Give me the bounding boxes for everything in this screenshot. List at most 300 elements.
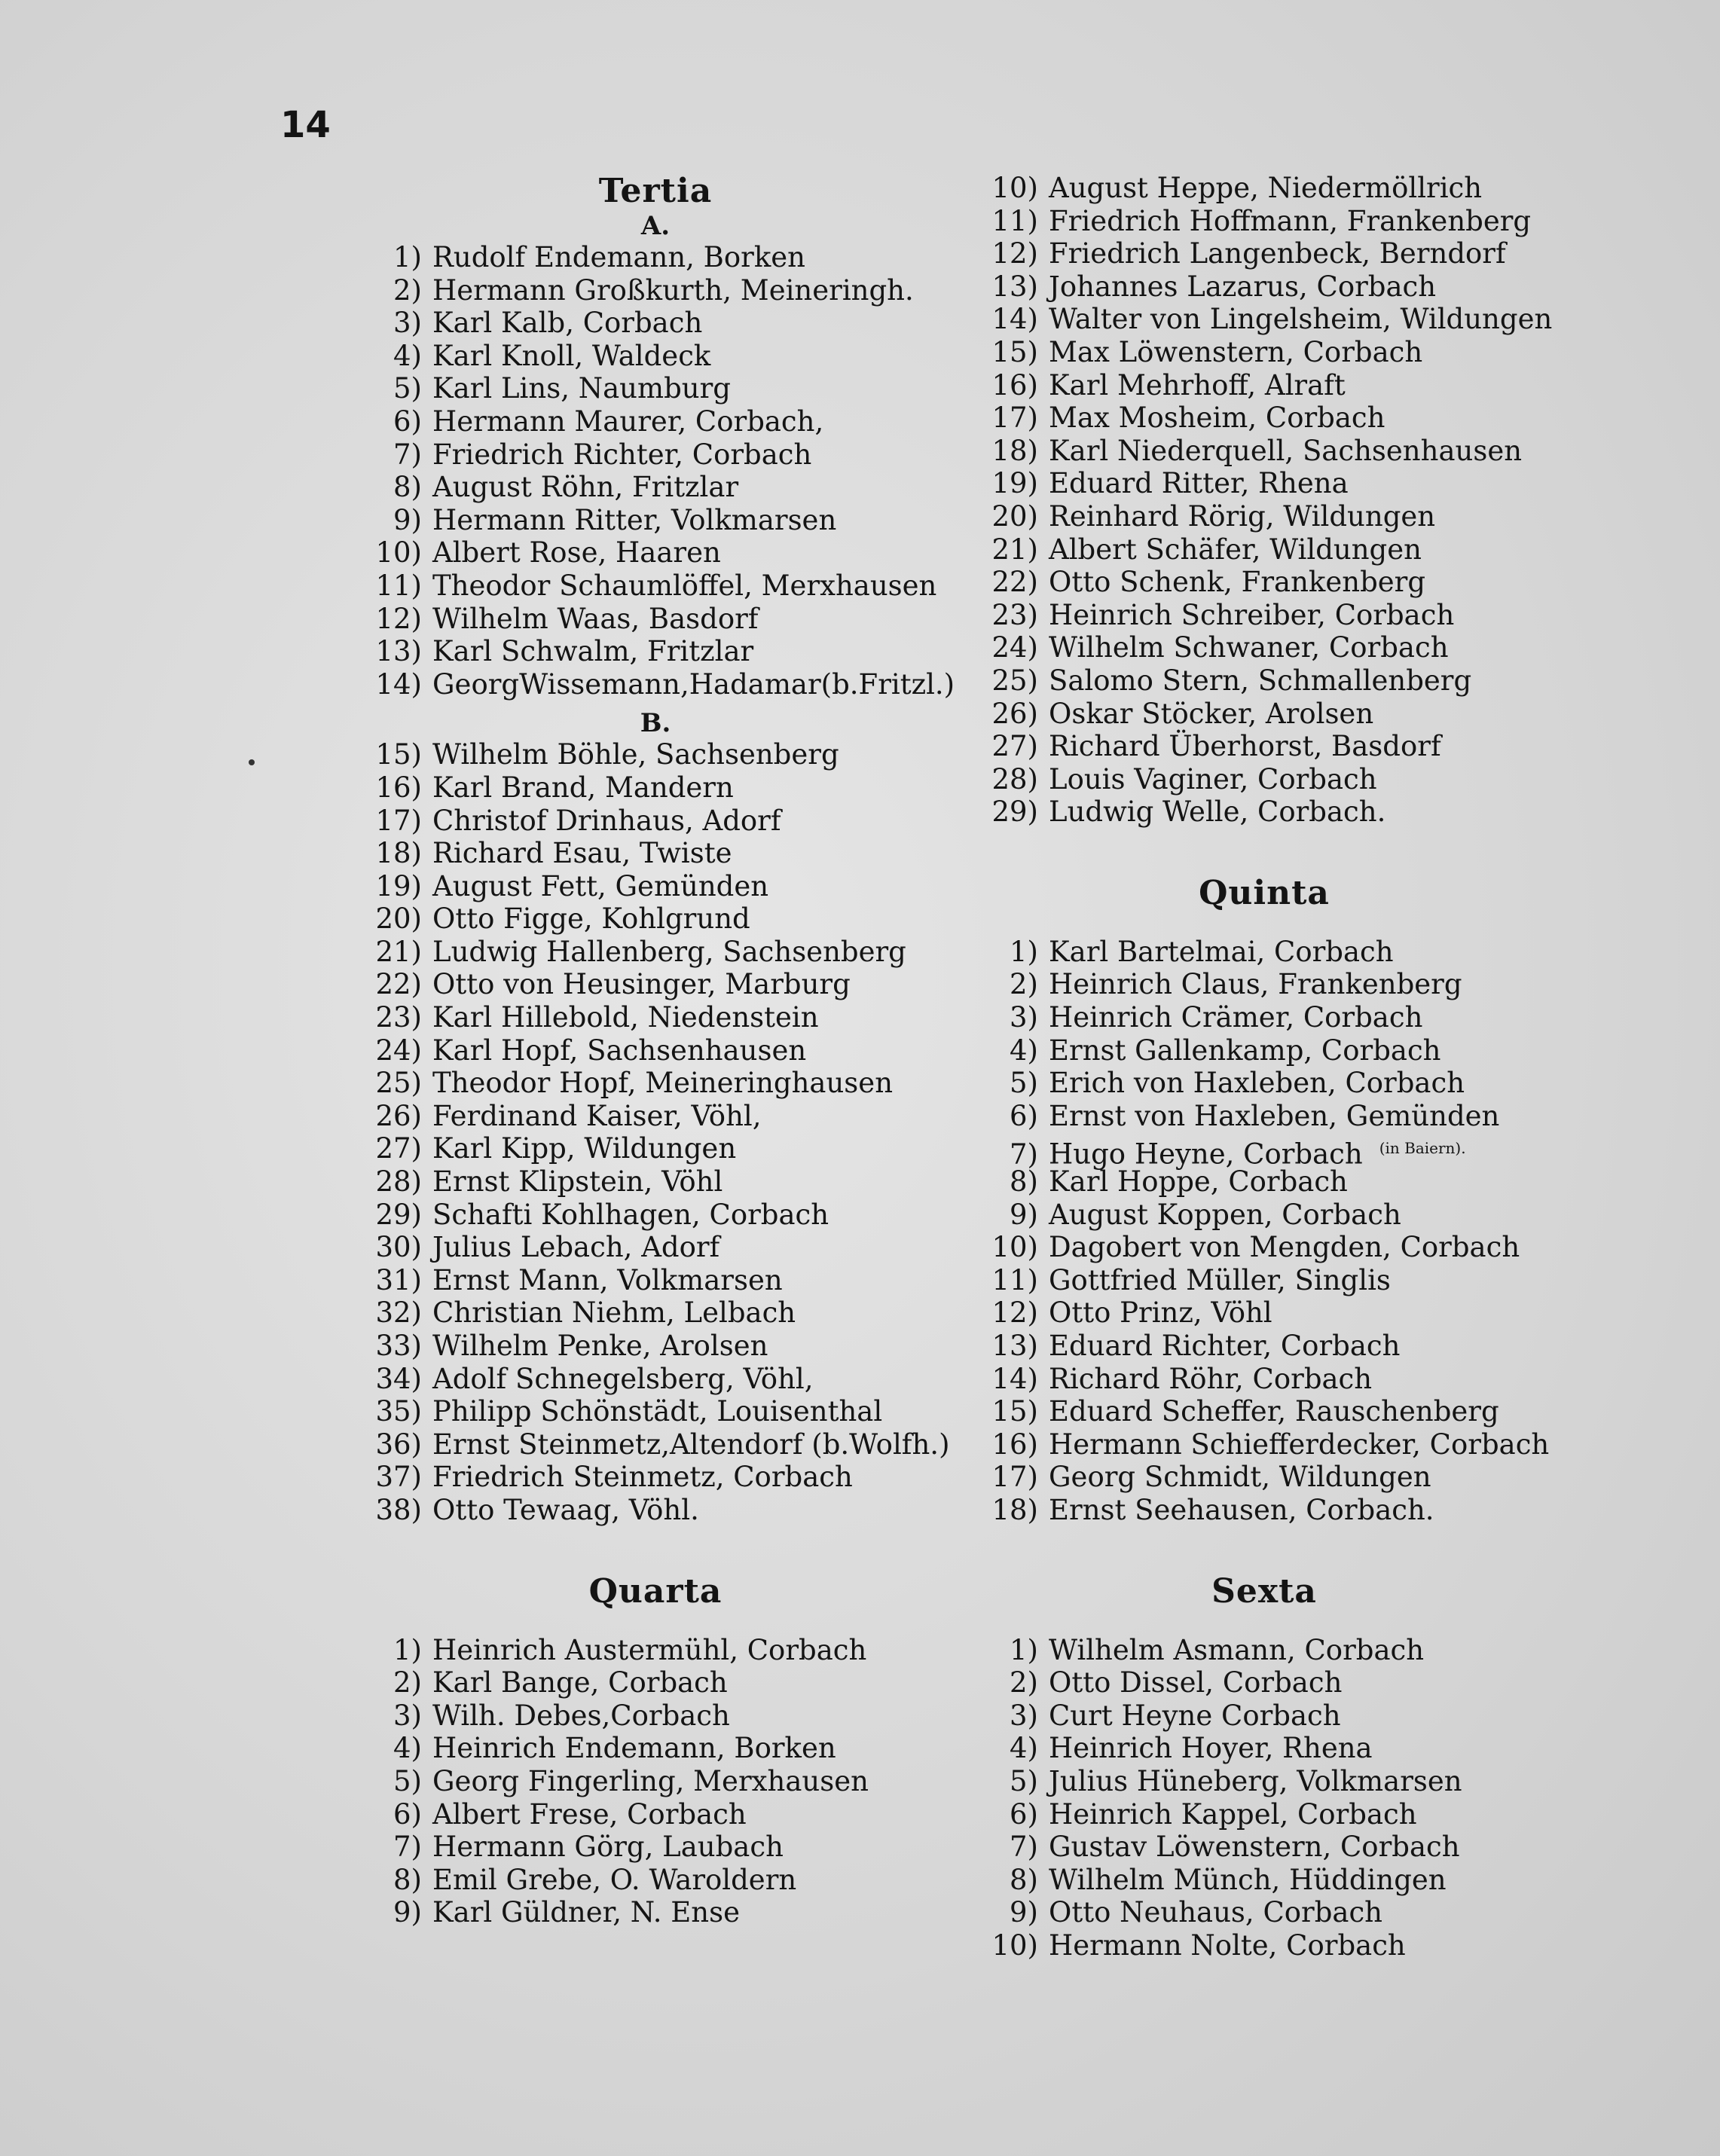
entry-number: 2) bbox=[393, 273, 422, 307]
entry-number: 27) bbox=[991, 730, 1038, 763]
entry-number: 37) bbox=[375, 1461, 422, 1494]
entry-name: Karl Bartelmai, Corbach bbox=[1049, 935, 1394, 968]
entry-name: Louis Vaginer, Corbach bbox=[1049, 762, 1377, 796]
list-item bbox=[354, 738, 957, 771]
entry-name: Reinhard Rörig, Wildungen bbox=[1049, 499, 1436, 533]
entry-number: 23) bbox=[375, 1001, 422, 1034]
entry-number: 7) bbox=[393, 1831, 422, 1864]
list-item bbox=[354, 635, 957, 668]
entry-name: Ernst Mann, Volkmarsen bbox=[432, 1263, 783, 1296]
entry-name: Wilhelm Penke, Arolsen bbox=[432, 1330, 768, 1362]
page-number: 14 bbox=[280, 104, 331, 146]
list-item bbox=[354, 1765, 957, 1798]
entry-number: 13) bbox=[991, 1330, 1038, 1362]
entry-number: 25) bbox=[991, 664, 1038, 697]
entry-number: 36) bbox=[375, 1428, 422, 1461]
entry-name: August Koppen, Corbach bbox=[1049, 1198, 1401, 1231]
list-item bbox=[354, 1634, 957, 1667]
entry-number: 11) bbox=[991, 204, 1038, 237]
list-item bbox=[354, 1666, 957, 1699]
entry-number: 19) bbox=[375, 869, 422, 902]
list-item bbox=[970, 1067, 1558, 1100]
list-item bbox=[970, 1100, 1558, 1133]
list-item bbox=[970, 796, 1558, 829]
entry-name: August Heppe, Niedermöllrich bbox=[1049, 172, 1483, 204]
entry-number: 16) bbox=[991, 1428, 1038, 1461]
entry-number: 9) bbox=[393, 1896, 422, 1929]
list-item bbox=[354, 936, 957, 969]
entry-number: 30) bbox=[375, 1231, 422, 1264]
entry-number: 20) bbox=[375, 902, 422, 936]
entry-number: 11) bbox=[375, 569, 422, 602]
list-item bbox=[970, 1199, 1558, 1232]
entry-name: Julius Lebach, Adorf bbox=[432, 1231, 720, 1264]
entry-name: Otto Figge, Kohlgrund bbox=[432, 902, 750, 936]
entry-number: 9) bbox=[393, 503, 422, 536]
entry-number: 4) bbox=[1010, 1034, 1038, 1067]
quarta-list bbox=[354, 1634, 957, 1929]
list-item bbox=[970, 1461, 1558, 1494]
list-item bbox=[354, 1798, 957, 1831]
list-item bbox=[970, 698, 1558, 731]
list-item bbox=[970, 1001, 1558, 1034]
entry-number: 15) bbox=[991, 335, 1038, 368]
entry-number: 7) bbox=[393, 438, 422, 471]
entry-number: 22) bbox=[375, 968, 422, 1001]
entry-name: Karl Kalb, Corbach bbox=[432, 307, 703, 340]
entry-number: 14) bbox=[375, 667, 422, 701]
tertia-section-b: B. bbox=[640, 708, 671, 739]
entry-number: 38) bbox=[375, 1493, 422, 1526]
entry-number: 16) bbox=[991, 368, 1038, 402]
ink-speck bbox=[249, 759, 255, 765]
list-item bbox=[354, 405, 957, 438]
list-item bbox=[970, 1165, 1558, 1199]
list-item bbox=[354, 1132, 957, 1165]
entry-name: Philipp Schönstädt, Louisenthal bbox=[432, 1395, 883, 1428]
entry-number: 6) bbox=[1010, 1099, 1038, 1132]
list-item bbox=[970, 1231, 1558, 1264]
list-item bbox=[354, 1231, 957, 1264]
entry-number: 31) bbox=[375, 1263, 422, 1296]
entry-number: 24) bbox=[375, 1034, 422, 1067]
tertia-a-list bbox=[354, 241, 957, 701]
list-item bbox=[970, 500, 1558, 533]
entry-number: 15) bbox=[991, 1395, 1038, 1428]
list-item bbox=[354, 603, 957, 636]
entry-number: 5) bbox=[393, 1764, 422, 1797]
list-item bbox=[354, 1165, 957, 1199]
entry-name: Ernst Seehausen, Corbach. bbox=[1049, 1493, 1434, 1526]
entry-name: Karl Lins, Naumburg bbox=[432, 372, 731, 405]
entry-number: 21) bbox=[375, 935, 422, 968]
entry-number: 9) bbox=[1010, 1198, 1038, 1231]
entry-number: 3) bbox=[1010, 1699, 1038, 1732]
list-item bbox=[970, 1264, 1558, 1297]
entry-number: 7) bbox=[1010, 1831, 1038, 1864]
entry-name: Ernst Klipstein, Vöhl bbox=[432, 1165, 723, 1199]
entry-name: Heinrich Claus, Frankenberg bbox=[1049, 968, 1462, 1001]
entry-name: Max Löwenstern, Corbach bbox=[1049, 335, 1423, 368]
entry-name: Karl Kipp, Wildungen bbox=[432, 1132, 737, 1165]
tertia-section-a: A. bbox=[640, 211, 671, 241]
entry-name: August Fett, Gemünden bbox=[432, 869, 769, 902]
entry-number: 18) bbox=[991, 434, 1038, 467]
list-item bbox=[354, 1831, 957, 1864]
list-item bbox=[354, 1461, 957, 1494]
entry-number: 18) bbox=[375, 837, 422, 870]
list-item bbox=[970, 1395, 1558, 1428]
list-item bbox=[970, 730, 1558, 763]
entry-number: 22) bbox=[991, 566, 1038, 599]
entry-name: Wilhelm Böhle, Sachsenberg bbox=[432, 738, 839, 771]
entry-name: Eduard Scheffer, Rauschenberg bbox=[1049, 1395, 1499, 1428]
entry-number: 7) bbox=[1010, 1138, 1038, 1171]
list-item bbox=[354, 1067, 957, 1100]
entry-number: 26) bbox=[991, 697, 1038, 730]
list-item bbox=[970, 172, 1558, 205]
entry-name: Hermann Großkurth, Meineringh. bbox=[432, 273, 914, 307]
list-item bbox=[354, 241, 957, 274]
entry-number: 32) bbox=[375, 1296, 422, 1330]
entry-name: Otto Tewaag, Vöhl. bbox=[432, 1493, 699, 1526]
entry-name: Hermann Nolte, Corbach bbox=[1049, 1928, 1406, 1962]
entry-number: 1) bbox=[393, 241, 422, 273]
entry-name: Dagobert von Mengden, Corbach bbox=[1049, 1231, 1520, 1264]
entry-name: Heinrich Endemann, Borken bbox=[432, 1732, 836, 1765]
entry-number: 10) bbox=[991, 172, 1038, 204]
list-item bbox=[354, 805, 957, 838]
entry-number: 35) bbox=[375, 1395, 422, 1428]
list-item bbox=[970, 1896, 1558, 1929]
entry-number: 17) bbox=[375, 804, 422, 837]
quarta-heading: Quarta bbox=[588, 1571, 723, 1611]
entry-number: 4) bbox=[393, 339, 422, 372]
entry-number: 1) bbox=[1010, 1633, 1038, 1666]
entry-name: Karl Schwalm, Fritzlar bbox=[432, 635, 754, 668]
list-item bbox=[354, 570, 957, 603]
entry-name: Rudolf Endemann, Borken bbox=[432, 241, 805, 273]
entry-number: 11) bbox=[991, 1263, 1038, 1296]
left-column bbox=[354, 172, 957, 1929]
list-item bbox=[354, 870, 957, 903]
entry-number: 8) bbox=[393, 1863, 422, 1896]
entry-number: 10) bbox=[375, 536, 422, 570]
list-item bbox=[970, 402, 1558, 435]
entry-name: Karl Hopf, Sachsenhausen bbox=[432, 1034, 807, 1067]
entry-number: 23) bbox=[991, 598, 1038, 631]
sexta-list bbox=[970, 1634, 1558, 1962]
entry-number: 6) bbox=[393, 405, 422, 438]
entry-name: Hermann Schiefferdecker, Corbach bbox=[1049, 1428, 1550, 1461]
entry-name: Otto Neuhaus, Corbach bbox=[1049, 1896, 1383, 1929]
entry-number: 18) bbox=[991, 1493, 1038, 1526]
list-item bbox=[970, 664, 1558, 698]
entry-name: Curt Heyne Corbach bbox=[1049, 1699, 1341, 1732]
list-item bbox=[970, 270, 1558, 304]
entry-name: Hermann Maurer, Corbach, bbox=[432, 405, 824, 438]
entry-name: Wilhelm Schwaner, Corbach bbox=[1049, 631, 1449, 664]
entry-name: GeorgWissemann,Hadamar(b.Fritzl.) bbox=[432, 667, 955, 701]
entry-name: Otto Schenk, Frankenberg bbox=[1049, 566, 1426, 599]
entry-name: Friedrich Langenbeck, Berndorf bbox=[1049, 237, 1506, 270]
list-item bbox=[354, 1428, 957, 1461]
list-item bbox=[354, 372, 957, 405]
list-item bbox=[970, 936, 1558, 969]
entry-number: 6) bbox=[393, 1797, 422, 1831]
list-item bbox=[354, 1001, 957, 1034]
list-item bbox=[970, 566, 1558, 599]
entry-number: 28) bbox=[375, 1165, 422, 1199]
entry-name: Gustav Löwenstern, Corbach bbox=[1049, 1831, 1460, 1864]
entry-number: 1) bbox=[393, 1633, 422, 1666]
list-item bbox=[970, 1634, 1558, 1667]
entry-name: Richard Röhr, Corbach bbox=[1049, 1362, 1373, 1395]
entry-name: Erich von Haxleben, Corbach bbox=[1049, 1067, 1465, 1100]
list-item bbox=[354, 536, 957, 570]
entry-number: 12) bbox=[375, 602, 422, 635]
entry-name: Karl Niederquell, Sachsenhausen bbox=[1049, 434, 1523, 467]
list-item bbox=[354, 1732, 957, 1765]
entry-name: Hugo Heyne, Corbach bbox=[1049, 1138, 1363, 1171]
entry-name: Karl Güldner, N. Ense bbox=[432, 1896, 741, 1929]
entry-number: 16) bbox=[375, 771, 422, 804]
entry-name: Ernst Steinmetz,Altendorf (b.Wolfh.) bbox=[432, 1428, 950, 1461]
entry-number: 33) bbox=[375, 1330, 422, 1362]
list-item bbox=[970, 1034, 1558, 1067]
entry-name: Karl Brand, Mandern bbox=[432, 771, 734, 804]
list-item bbox=[354, 1896, 957, 1929]
list-item bbox=[354, 771, 957, 805]
list-item bbox=[970, 599, 1558, 632]
list-item bbox=[354, 968, 957, 1001]
entry-name: Karl Bange, Corbach bbox=[432, 1666, 728, 1699]
tertia-continued-list bbox=[970, 172, 1558, 829]
entry-name: Eduard Richter, Corbach bbox=[1049, 1330, 1401, 1362]
entry-name: Wilh. Debes,Corbach bbox=[432, 1699, 730, 1732]
entry-name: Ernst Gallenkamp, Corbach bbox=[1049, 1034, 1441, 1067]
sexta-heading: Sexta bbox=[1211, 1571, 1317, 1611]
quinta-heading: Quinta bbox=[1199, 873, 1330, 912]
list-item bbox=[354, 307, 957, 340]
entry-name: Eduard Ritter, Rhena bbox=[1049, 467, 1349, 500]
list-item bbox=[354, 1199, 957, 1232]
entry-name: August Röhn, Fritzlar bbox=[432, 471, 739, 504]
entry-name: Johannes Lazarus, Corbach bbox=[1049, 270, 1437, 303]
entry-name: Oskar Stöcker, Arolsen bbox=[1049, 697, 1374, 730]
entry-number: 3) bbox=[393, 307, 422, 340]
entry-number: 3) bbox=[393, 1699, 422, 1732]
entry-number: 17) bbox=[991, 402, 1038, 435]
entry-number: 15) bbox=[375, 738, 422, 771]
entry-name: Hermann Görg, Laubach bbox=[432, 1831, 784, 1864]
entry-name: Gottfried Müller, Singlis bbox=[1049, 1263, 1391, 1296]
entry-name: Heinrich Austermühl, Corbach bbox=[432, 1633, 867, 1666]
entry-number: 8) bbox=[1010, 1863, 1038, 1896]
entry-name: Ludwig Hallenberg, Sachsenberg bbox=[432, 935, 906, 968]
entry-name: Wilhelm Münch, Hüddingen bbox=[1049, 1863, 1447, 1896]
entry-number: 20) bbox=[991, 499, 1038, 533]
list-item bbox=[970, 1732, 1558, 1765]
entry-name: Ludwig Welle, Corbach. bbox=[1049, 796, 1386, 829]
list-item bbox=[354, 902, 957, 936]
entry-number: 10) bbox=[991, 1928, 1038, 1962]
list-item bbox=[970, 1296, 1558, 1330]
entry-name: Albert Frese, Corbach bbox=[432, 1797, 747, 1831]
entry-number: 28) bbox=[991, 762, 1038, 796]
entry-number: 34) bbox=[375, 1362, 422, 1395]
entry-name: Karl Hillebold, Niedenstein bbox=[432, 1001, 819, 1034]
entry-number: 4) bbox=[393, 1732, 422, 1765]
entry-name: Albert Rose, Haaren bbox=[432, 536, 721, 570]
list-item bbox=[354, 1034, 957, 1067]
list-item bbox=[970, 205, 1558, 238]
entry-number: 12) bbox=[991, 1296, 1038, 1330]
list-item bbox=[354, 1363, 957, 1396]
list-item bbox=[354, 1494, 957, 1527]
list-item bbox=[970, 1363, 1558, 1396]
entry-name: Otto von Heusinger, Marburg bbox=[432, 968, 851, 1001]
entry-name: Christof Drinhaus, Adorf bbox=[432, 804, 781, 837]
list-item bbox=[970, 303, 1558, 336]
tertia-heading: Tertia bbox=[598, 172, 713, 210]
entry-number: 17) bbox=[991, 1461, 1038, 1494]
entry-name: Hermann Ritter, Volkmarsen bbox=[432, 503, 837, 536]
entry-name: Friedrich Steinmetz, Corbach bbox=[432, 1461, 853, 1494]
tertia-b-list bbox=[354, 738, 957, 1526]
list-item bbox=[354, 1100, 957, 1133]
entry-number: 8) bbox=[393, 471, 422, 504]
list-item bbox=[354, 504, 957, 537]
entry-number: 12) bbox=[991, 237, 1038, 270]
list-item bbox=[354, 1864, 957, 1897]
list-item bbox=[970, 336, 1558, 369]
list-item bbox=[354, 1330, 957, 1363]
entry-number: 9) bbox=[1010, 1896, 1038, 1929]
entry-number: 13) bbox=[375, 635, 422, 668]
entry-number: 25) bbox=[375, 1067, 422, 1100]
entry-name: Heinrich Hoyer, Rhena bbox=[1049, 1732, 1373, 1765]
entry-number: 6) bbox=[1010, 1797, 1038, 1831]
list-item bbox=[970, 763, 1558, 796]
entry-number: 27) bbox=[375, 1132, 422, 1165]
list-item bbox=[970, 237, 1558, 270]
entry-name: Wilhelm Waas, Basdorf bbox=[432, 602, 759, 635]
entry-name: Wilhelm Asmann, Corbach bbox=[1049, 1633, 1425, 1666]
entry-number: 2) bbox=[393, 1666, 422, 1699]
list-item bbox=[354, 471, 957, 504]
list-item bbox=[970, 1929, 1558, 1962]
entry-number: 2) bbox=[1010, 968, 1038, 1001]
entry-number: 29) bbox=[375, 1198, 422, 1231]
entry-number: 2) bbox=[1010, 1666, 1038, 1699]
entry-name: Heinrich Crämer, Corbach bbox=[1049, 1001, 1423, 1034]
entry-name: Emil Grebe, O. Waroldern bbox=[432, 1863, 797, 1896]
entry-number: 14) bbox=[991, 303, 1038, 336]
list-item bbox=[970, 631, 1558, 664]
entry-name: Friedrich Richter, Corbach bbox=[432, 438, 812, 471]
list-item bbox=[970, 1699, 1558, 1733]
entry-number: 3) bbox=[1010, 1001, 1038, 1034]
entry-name: Heinrich Schreiber, Corbach bbox=[1049, 598, 1455, 631]
entry-number: 19) bbox=[991, 467, 1038, 500]
list-item bbox=[970, 1494, 1558, 1527]
entry-name: Christian Niehm, Lelbach bbox=[432, 1296, 796, 1330]
entry-name: Otto Prinz, Vöhl bbox=[1049, 1296, 1272, 1330]
list-item bbox=[354, 274, 957, 307]
entry-name: Walter von Lingelsheim, Wildungen bbox=[1049, 303, 1553, 336]
list-item bbox=[354, 1699, 957, 1733]
list-item bbox=[970, 1864, 1558, 1897]
entry-name: Karl Knoll, Waldeck bbox=[432, 339, 711, 372]
entry-number: 5) bbox=[393, 372, 422, 405]
entry-name: Karl Hoppe, Corbach bbox=[1049, 1165, 1348, 1199]
list-item bbox=[970, 968, 1558, 1001]
entry-name: Adolf Schnegelsberg, Vöhl, bbox=[432, 1362, 814, 1395]
entry-number: 5) bbox=[1010, 1764, 1038, 1797]
quinta-list bbox=[970, 936, 1558, 1527]
entry-number: 8) bbox=[1010, 1165, 1038, 1199]
entry-number: 5) bbox=[1010, 1067, 1038, 1100]
entry-name: Ferdinand Kaiser, Vöhl, bbox=[432, 1099, 762, 1132]
list-item bbox=[970, 435, 1558, 468]
entry-name: Ernst von Haxleben, Gemünden bbox=[1049, 1099, 1500, 1132]
entry-number: 24) bbox=[991, 631, 1038, 664]
entry-number: 29) bbox=[991, 796, 1038, 829]
entry-name: Schafti Kohlhagen, Corbach bbox=[432, 1198, 829, 1231]
entry-number: 1) bbox=[1010, 935, 1038, 968]
list-item bbox=[970, 1330, 1558, 1363]
entry-name: Friedrich Hoffmann, Frankenberg bbox=[1049, 204, 1532, 237]
list-item bbox=[354, 438, 957, 472]
list-item bbox=[970, 1765, 1558, 1798]
list-item bbox=[354, 340, 957, 373]
list-item bbox=[970, 1428, 1558, 1461]
list-item bbox=[970, 533, 1558, 566]
entry-name: Richard Überhorst, Basdorf bbox=[1049, 730, 1441, 763]
list-item bbox=[354, 1395, 957, 1428]
entry-number: 21) bbox=[991, 533, 1038, 566]
list-item bbox=[970, 1831, 1558, 1864]
list-item bbox=[970, 467, 1558, 500]
entry-name: Julius Hüneberg, Volkmarsen bbox=[1049, 1764, 1462, 1797]
entry-name: Richard Esau, Twiste bbox=[432, 837, 732, 870]
entry-name: Salomo Stern, Schmallenberg bbox=[1049, 664, 1472, 697]
entry-number: 10) bbox=[991, 1231, 1038, 1264]
entry-name: Max Mosheim, Corbach bbox=[1049, 402, 1385, 435]
list-item bbox=[970, 1666, 1558, 1699]
list-item bbox=[354, 1264, 957, 1297]
entry-name: Theodor Hopf, Meineringhausen bbox=[432, 1067, 894, 1100]
entry-name: Georg Schmidt, Wildungen bbox=[1049, 1461, 1431, 1494]
list-item bbox=[354, 668, 957, 701]
entry-number: 13) bbox=[991, 270, 1038, 303]
entry-name: Georg Fingerling, Merxhausen bbox=[432, 1764, 869, 1797]
entry-number: 26) bbox=[375, 1099, 422, 1132]
entry-number: 14) bbox=[991, 1362, 1038, 1395]
list-item bbox=[970, 1132, 1558, 1171]
right-column bbox=[970, 172, 1558, 1962]
list-item bbox=[970, 369, 1558, 402]
list-item bbox=[970, 1798, 1558, 1831]
list-item bbox=[354, 1296, 957, 1330]
entry-note: (in Baiern). bbox=[1379, 1139, 1466, 1158]
entry-name: Otto Dissel, Corbach bbox=[1049, 1666, 1343, 1699]
entry-name: Karl Mehrhoff, Alraft bbox=[1049, 368, 1346, 402]
entry-name: Albert Schäfer, Wildungen bbox=[1049, 533, 1422, 566]
entry-name: Heinrich Kappel, Corbach bbox=[1049, 1797, 1417, 1831]
entry-name: Theodor Schaumlöffel, Merxhausen bbox=[432, 569, 937, 602]
